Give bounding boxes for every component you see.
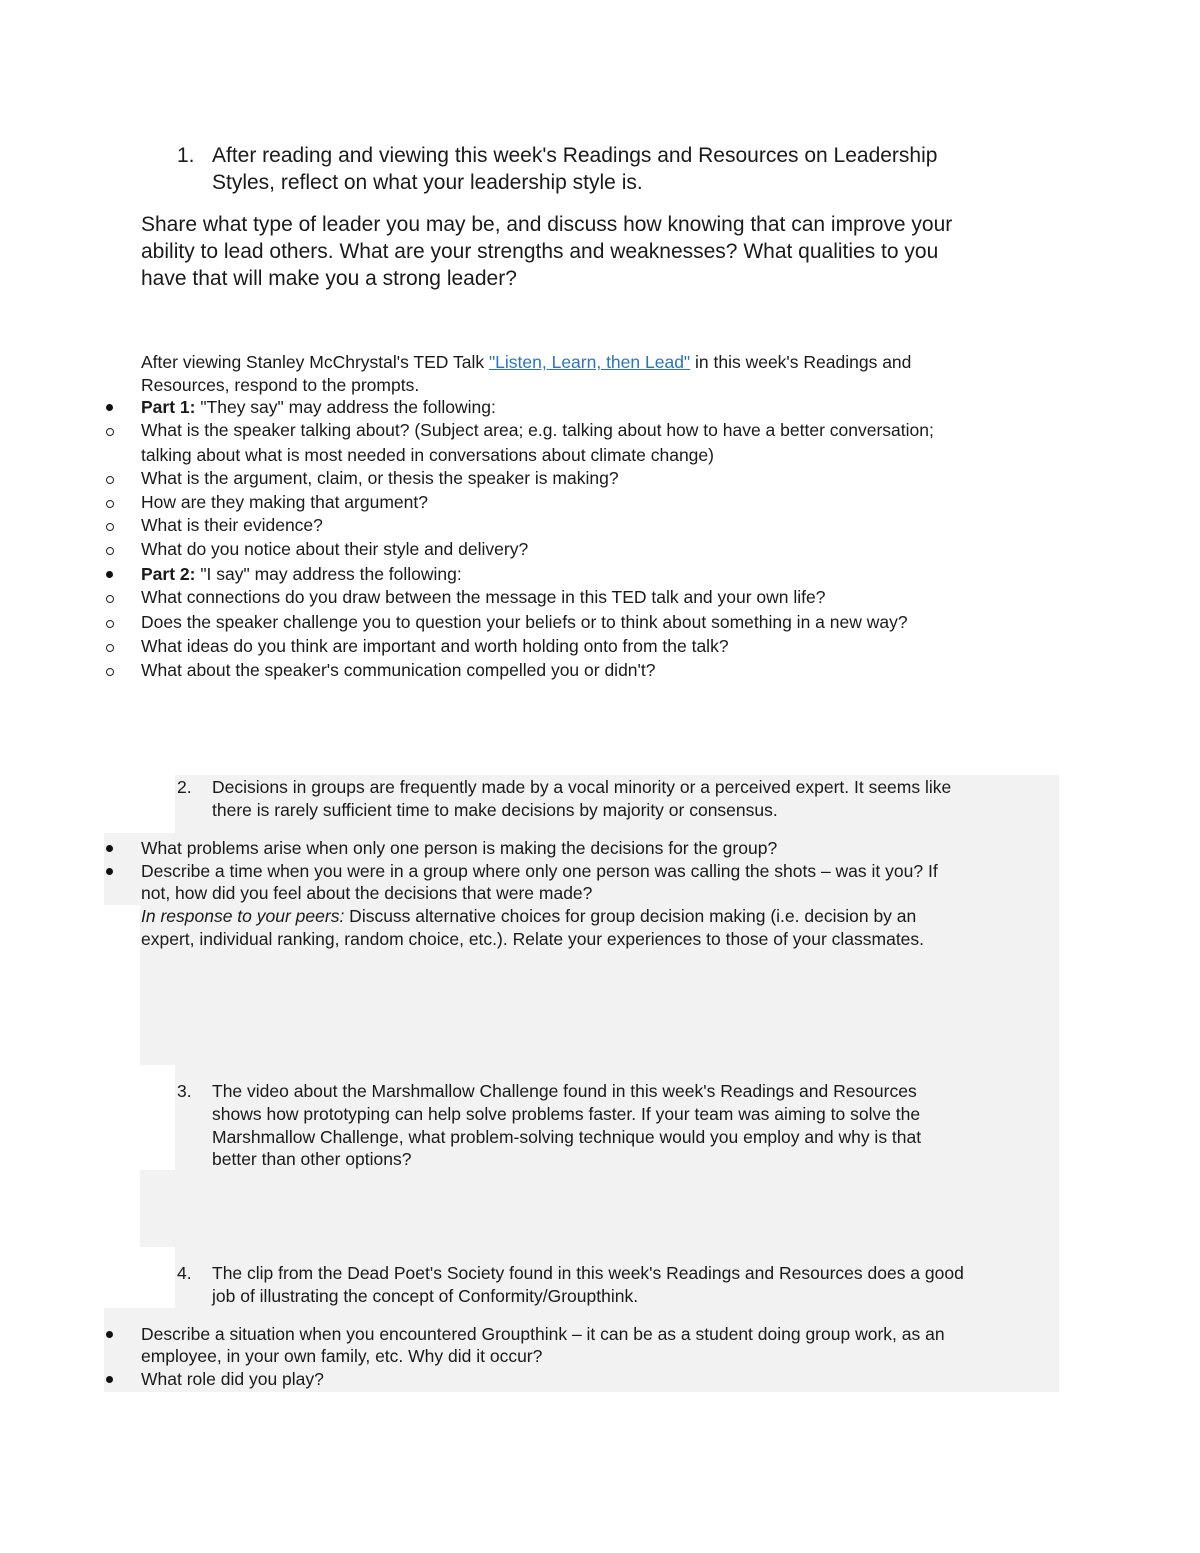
ted-talk-link[interactable]: "Listen, Learn, then Lead"	[488, 352, 691, 372]
q2-peers-line-1	[141, 906, 916, 927]
circle-bullet-icon	[106, 500, 114, 508]
bullet-icon	[106, 404, 113, 411]
q2-bullet-1: What problems arise when only one person is making the decisions for the group?	[141, 838, 778, 858]
part-2-item: Does the speaker challenge you to question your beliefs or to think about something in a new way?	[141, 612, 908, 632]
part-2-label: Part 2:	[141, 564, 196, 584]
q4-bullet-1-line-1: Describe a situation when you encountered Groupthink – it can be as a student doing group work, as an	[141, 1324, 945, 1344]
q3-line-3: Marshmallow Challenge, what problem-solving technique would you employ and why is that	[212, 1127, 922, 1147]
part-2-item: What about the speaker's communication compelled you or didn't?	[141, 660, 656, 680]
part-2-item: What connections do you draw between the message in this TED talk and your own life?	[141, 587, 826, 607]
q2-line-1: Decisions in groups are frequently made by a vocal minority or a perceived expert. It seems like	[212, 777, 952, 797]
q1-prompt-line-2: ability to lead others. What are your strengths and weaknesses? What qualities to you	[141, 240, 939, 263]
part-2-text: "I say" may address the following:	[195, 564, 462, 584]
q4-number: 4.	[177, 1263, 192, 1283]
ted-intro-line-2: Resources, respond to the prompts.	[141, 375, 420, 395]
q2-peers-line-2: expert, individual ranking, random choice, etc.). Relate your experiences to those of your classmates.	[141, 929, 925, 949]
ted-intro-text: After viewing Stanley McChrystal's TED Talk	[141, 352, 489, 372]
part-1-text: "They say" may address the following:	[195, 397, 496, 417]
part-1-item: What do you notice about their style and delivery?	[141, 539, 529, 559]
q4-line-1: The clip from the Dead Poet's Society found in this week's Readings and Resources does a good	[212, 1263, 964, 1283]
part-1-heading	[141, 397, 496, 418]
q1-prompt-line-1: Share what type of leader you may be, and discuss how knowing that can improve your	[141, 213, 953, 236]
q2-line-2: there is rarely sufficient time to make decisions by majority or consensus.	[212, 800, 778, 820]
part-1-item: What is their evidence?	[141, 515, 323, 535]
circle-bullet-icon	[106, 523, 114, 531]
bullet-icon	[106, 571, 113, 578]
q2-number: 2.	[177, 777, 192, 797]
circle-bullet-icon	[106, 595, 114, 603]
bullet-icon	[106, 1376, 113, 1383]
q1-prompt-line-3: have that will make you a strong leader?	[141, 267, 517, 290]
q4-bullet-1-line-2: employee, in your own family, etc. Why did it occur?	[141, 1346, 543, 1366]
circle-bullet-icon	[106, 668, 114, 676]
q1-number: 1.	[177, 144, 195, 167]
q3-line-1: The video about the Marshmallow Challenge found in this week's Readings and Resources	[212, 1081, 917, 1101]
q2-peers-text: Discuss alternative choices for group decision making (i.e. decision by an	[344, 906, 917, 926]
circle-bullet-icon	[106, 644, 114, 652]
circle-bullet-icon	[106, 476, 114, 484]
q2-bullet-2-line-2: not, how did you feel about the decisions that were made?	[141, 883, 593, 903]
bullet-icon	[106, 845, 113, 852]
ted-intro-line-1	[141, 352, 911, 373]
q3-line-4: better than other options?	[212, 1149, 412, 1169]
part-2-item: What ideas do you think are important and worth holding onto from the talk?	[141, 636, 729, 656]
circle-bullet-icon	[106, 620, 114, 628]
q3-shade-body	[140, 1170, 1059, 1247]
q2-peers-label: In response to your peers:	[141, 906, 345, 926]
ted-intro-text-after: in this week's Readings and	[690, 352, 912, 372]
part-1-item: What is the argument, claim, or thesis the speaker is making?	[141, 468, 619, 488]
part-1-item: talking about what is most needed in conversations about climate change)	[141, 445, 714, 465]
part-1-item: How are they making that argument?	[141, 492, 428, 512]
q4-bullet-2: What role did you play?	[141, 1369, 324, 1389]
q4-line-2: job of illustrating the concept of Conformity/Groupthink.	[212, 1286, 639, 1306]
q1-line-1: After reading and viewing this week's Readings and Resources on Leadership	[212, 144, 938, 167]
q3-number: 3.	[177, 1081, 192, 1101]
bullet-icon	[106, 1331, 113, 1338]
bullet-icon	[106, 868, 113, 875]
part-1-item: What is the speaker talking about? (Subject area; e.g. talking about how to have a better conversation;	[141, 420, 934, 440]
circle-bullet-icon	[106, 547, 114, 555]
circle-bullet-icon	[106, 428, 114, 436]
q3-line-2: shows how prototyping can help solve problems faster. If your team was aiming to solve the	[212, 1104, 921, 1124]
part-1-label: Part 1:	[141, 397, 196, 417]
part-2-heading	[141, 564, 462, 585]
q2-bullet-2-line-1: Describe a time when you were in a group where only one person was calling the shots – was it you? If	[141, 861, 938, 881]
q1-line-2: Styles, reflect on what your leadership style is.	[212, 171, 643, 194]
